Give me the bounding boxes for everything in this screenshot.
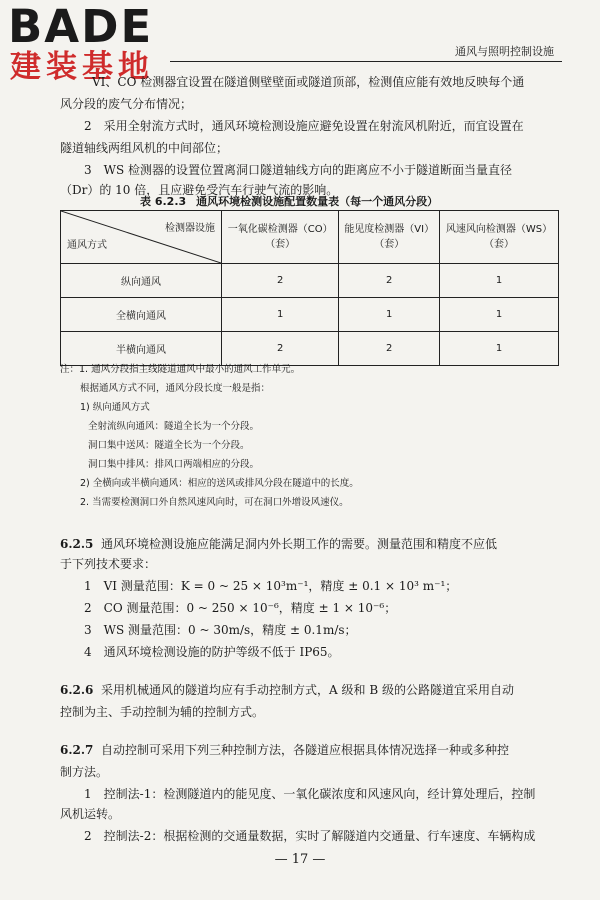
intro-line: 隧道轴线两组风机的中间部位； bbox=[60, 141, 229, 155]
column-header-unit: （套） bbox=[484, 239, 515, 250]
list-item: 1 控制法-1：检测隧道内的能见度、一氧化碳浓度和风速风向，经计算处理后，控制 bbox=[84, 787, 536, 801]
list-item: 2 控制法-2：根据检测的交通量数据，实时了解隧道内交通量、行车速度、车辆构成 bbox=[84, 829, 536, 843]
table-title: 通风环境检测设施配置数量表（每一个通风分段） bbox=[196, 195, 439, 208]
table-note: 洞口集中排风：排风口两端相应的分段。 bbox=[88, 459, 260, 470]
table-cell: 1 bbox=[440, 332, 559, 366]
row-label: 半横向通风 bbox=[61, 332, 222, 366]
list-item: 3 WS 测量范围：0 ~ 30m/s，精度 ± 0.1m/s； bbox=[84, 623, 357, 637]
column-header-co bbox=[222, 211, 339, 264]
table-note: 注：1. 通风分段指主线隧道通风中最小的通风工作单元。 bbox=[60, 364, 301, 375]
table-cell: 1 bbox=[440, 264, 559, 298]
brand-logo bbox=[8, 0, 168, 85]
table-number: 表 6.2.3 bbox=[140, 195, 187, 208]
table-cell: 2 bbox=[339, 264, 440, 298]
table-note: 洞口集中送风：隧道全长为一个分段。 bbox=[88, 440, 250, 451]
table-note: 1) 纵向通风方式 bbox=[80, 402, 150, 413]
intro-line: VI、CO 检测器宜设置在隧道侧壁壁面或隧道顶部，检测值应能有效地反映每个通 bbox=[92, 75, 525, 89]
list-item: 2 CO 测量范围：0 ~ 250 × 10⁻⁶，精度 ± 1 × 10⁻⁶； bbox=[84, 601, 397, 615]
table-corner-cell bbox=[61, 211, 222, 264]
table-row bbox=[61, 298, 559, 332]
section-text: 自动控制可采用下列三种控制方法，各隧道应根据具体情况选择一种或多种控 bbox=[101, 743, 510, 757]
table-note: 根据通风方式不同，通风分段长度一般是指： bbox=[80, 383, 271, 394]
table-note: 全射流纵向通风：隧道全长为一个分段。 bbox=[88, 421, 260, 432]
diagonal-divider bbox=[61, 211, 221, 263]
column-header-line: 风速风向检测器（WS） bbox=[445, 224, 553, 235]
section-text: 于下列技术要求： bbox=[60, 557, 157, 571]
logo-brand: BADE bbox=[8, 0, 154, 53]
column-header-unit: （套） bbox=[265, 239, 296, 250]
table-note: 2. 当需要检测洞口外自然风速风向时，可在洞口外增设风速仪。 bbox=[80, 497, 349, 508]
section-6-2-7-heading bbox=[60, 742, 509, 758]
section-text: 制方法。 bbox=[60, 765, 109, 779]
page-number: — 17 — bbox=[274, 852, 326, 867]
corner-label-top: 检测器设施 bbox=[165, 223, 215, 234]
table-header-row bbox=[61, 211, 559, 264]
table-cell: 1 bbox=[440, 298, 559, 332]
running-header: 通风与照明控制设施 bbox=[455, 45, 554, 58]
section-number: 6.2.6 bbox=[60, 683, 94, 697]
corner-label-bottom: 通风方式 bbox=[67, 240, 107, 251]
logo-subtitle: 建装基地 bbox=[10, 49, 154, 85]
table-cell: 1 bbox=[339, 298, 440, 332]
section-number: 6.2.5 bbox=[60, 537, 94, 551]
column-header-ws bbox=[440, 211, 559, 264]
intro-line: （Dr）的 10 倍，且应避免受汽车行驶气流的影响。 bbox=[60, 183, 339, 197]
row-label: 全横向通风 bbox=[61, 298, 222, 332]
table-cell: 2 bbox=[222, 332, 339, 366]
list-item: 1 VI 测量范围：K = 0 ~ 25 × 10³m⁻¹，精度 ± 0.1 × 10³ m⁻¹； bbox=[84, 579, 458, 593]
column-header-vi bbox=[339, 211, 440, 264]
table-cell: 1 bbox=[222, 298, 339, 332]
section-6-2-5-heading bbox=[60, 536, 497, 552]
table-note: 2) 全横向或半横向通风：相应的送风或排风分段在隧道中的长度。 bbox=[80, 478, 359, 489]
section-text: 控制为主、手动控制为辅的控制方式。 bbox=[60, 705, 265, 719]
section-6-2-6-heading bbox=[60, 682, 514, 698]
table-cell: 2 bbox=[339, 332, 440, 366]
column-header-line: 一氧化碳检测器（CO） bbox=[227, 224, 333, 235]
section-text: 采用机械通风的隧道均应有手动控制方式，A 级和 B 级的公路隧道宜采用自动 bbox=[101, 683, 514, 697]
table-cell: 2 bbox=[222, 264, 339, 298]
list-item: 4 通风环境检测设施的防护等级不低于 IP65。 bbox=[84, 645, 340, 659]
column-header-line: 能见度检测器（VI） bbox=[344, 224, 435, 235]
section-text: 通风环境检测设施应能满足洞内外长期工作的需要。测量范围和精度不应低 bbox=[101, 537, 498, 551]
row-label: 纵向通风 bbox=[61, 264, 222, 298]
intro-line: 2 采用全射流方式时，通风环境检测设施应避免设置在射流风机附近，而宜设置在 bbox=[84, 119, 524, 133]
header-rule bbox=[170, 61, 562, 62]
intro-line: 3 WS 检测器的设置位置离洞口隧道轴线方向的距离应不小于隧道断面当量直径 bbox=[84, 163, 513, 177]
column-header-unit: （套） bbox=[374, 239, 405, 250]
table-row bbox=[61, 264, 559, 298]
intro-line: 风分段的废气分布情况； bbox=[60, 97, 193, 111]
table-caption bbox=[140, 193, 448, 209]
section-number: 6.2.7 bbox=[60, 743, 94, 757]
config-table bbox=[60, 210, 559, 366]
list-item: 风机运转。 bbox=[60, 807, 121, 821]
